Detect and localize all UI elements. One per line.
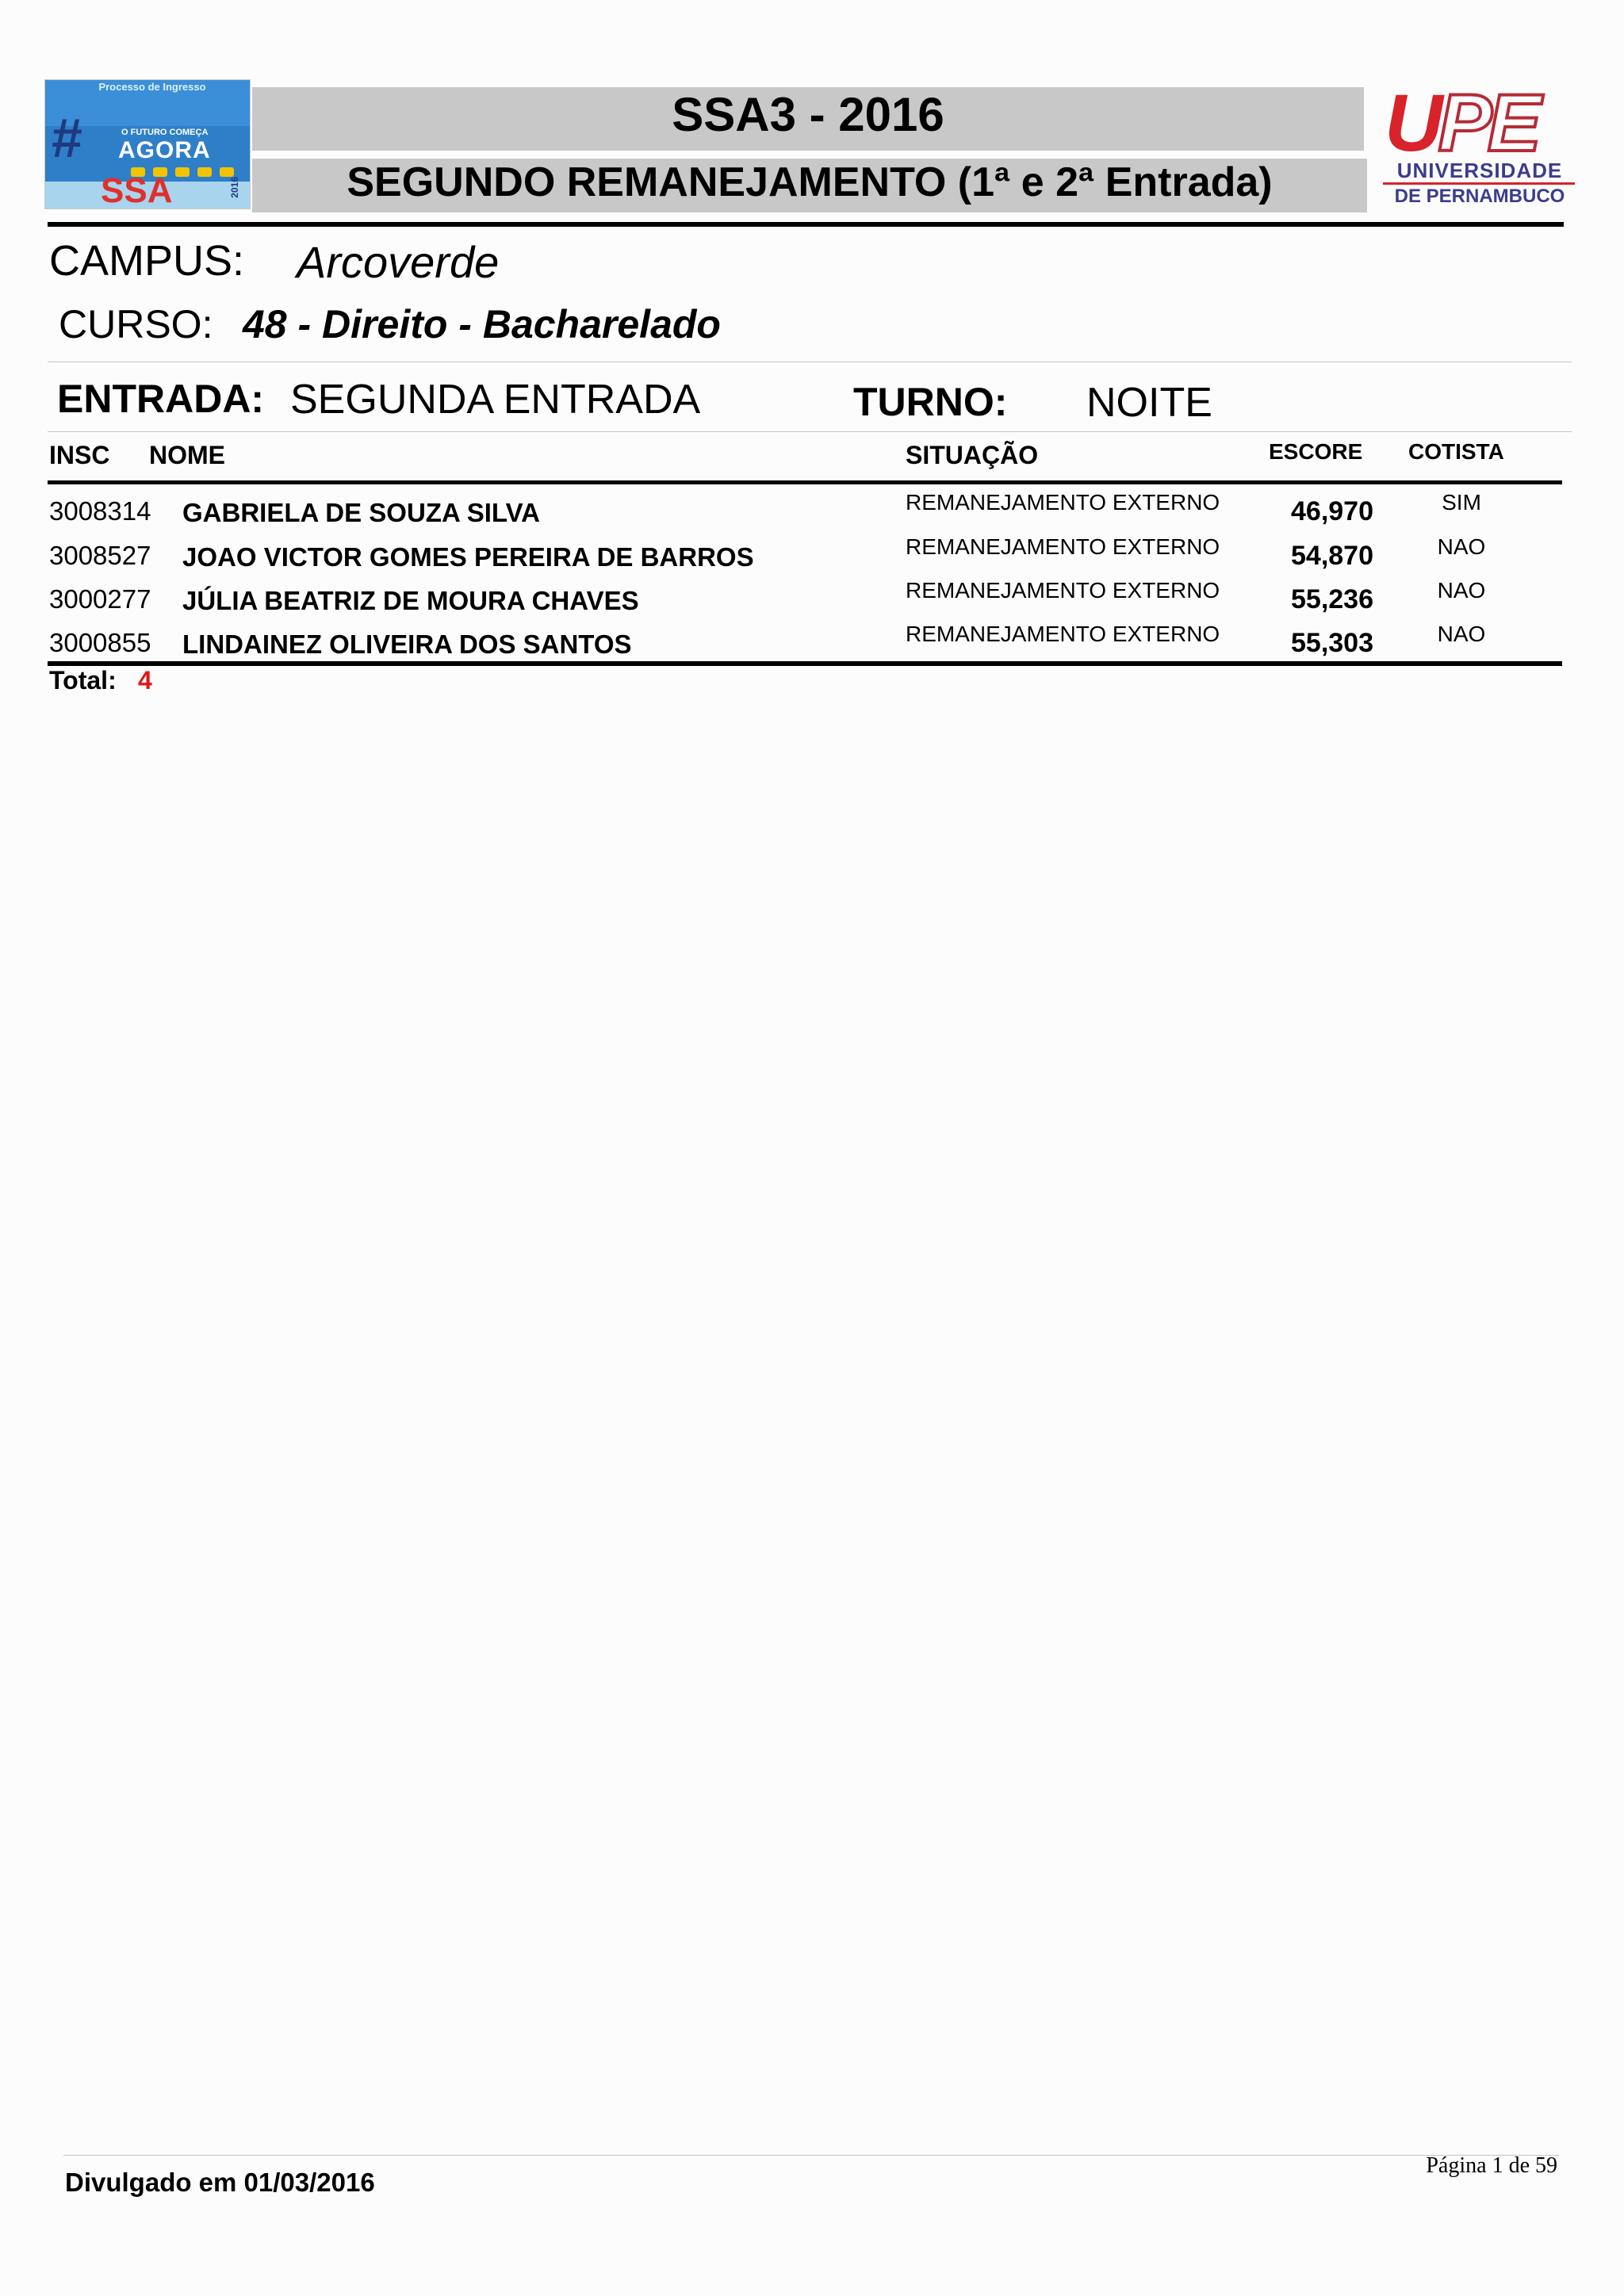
cell-insc: 3008314: [49, 496, 151, 526]
table-row: [0, 490, 1624, 534]
total-label: Total:: [49, 666, 117, 695]
campus-label: CAMPUS:: [49, 237, 245, 285]
cell-situacao: REMANEJAMENTO EXTERNO: [906, 622, 1220, 646]
cell-cotista: NAO: [1437, 622, 1486, 646]
logo-hashtag: #: [52, 107, 82, 169]
upe-logo-u: U: [1385, 78, 1438, 168]
upe-logo-line1: UNIVERSIDADE: [1396, 159, 1563, 182]
cell-situacao: REMANEJAMENTO EXTERNO: [906, 534, 1220, 559]
cell-escore: 55,236: [1291, 584, 1373, 614]
entrada-label: ENTRADA:: [57, 377, 265, 421]
column-header-insc: INSC: [49, 441, 110, 469]
cell-cotista: SIM: [1442, 490, 1481, 515]
column-header-nome: NOME: [149, 441, 225, 469]
upe-logo-pe: PE: [1438, 78, 1537, 168]
column-header-escore: ESCORE: [1269, 439, 1363, 464]
published-date: Divulgado em 01/03/2016: [65, 2168, 375, 2197]
logo-top-text: Processo de Ingresso: [98, 81, 206, 93]
logo-brand: SSA: [101, 171, 173, 209]
total-value: 4: [138, 666, 152, 695]
table-row: [0, 622, 1624, 666]
cell-situacao: REMANEJAMENTO EXTERNO: [906, 578, 1220, 603]
cell-cotista: NAO: [1437, 578, 1486, 603]
cell-escore: 54,870: [1291, 541, 1373, 571]
turno-value: NOITE: [1086, 380, 1212, 426]
cell-situacao: REMANEJAMENTO EXTERNO: [906, 490, 1220, 515]
page-title: SSA3 - 2016: [672, 88, 944, 141]
logo-tagline: O FUTURO COMEÇA: [121, 128, 209, 137]
ssa-2016-logo: [44, 79, 251, 209]
cell-insc: 3000277: [49, 584, 151, 614]
entrada-divider: [48, 431, 1572, 432]
cell-escore: 46,970: [1291, 496, 1373, 526]
cell-nome: GABRIELA DE SOUZA SILVA: [182, 498, 541, 527]
campus-value: Arcoverde: [297, 237, 500, 287]
footer-divider: [63, 2155, 1559, 2156]
table-end-rule: [48, 661, 1562, 666]
table-header-rule: [48, 480, 1562, 484]
column-header-situacao: SITUAÇÃO: [906, 441, 1039, 469]
cell-nome: JOAO VICTOR GOMES PEREIRA DE BARROS: [182, 542, 754, 572]
page-subtitle: SEGUNDO REMANEJAMENTO (1ª e 2ª Entrada): [347, 159, 1273, 205]
curso-label: CURSO:: [59, 302, 213, 346]
upe-logo-divider: [1383, 182, 1575, 185]
table-row: [0, 534, 1624, 579]
cell-nome: LINDAINEZ OLIVEIRA DOS SANTOS: [182, 629, 632, 659]
cell-insc: 3000855: [49, 628, 151, 657]
cell-insc: 3008527: [49, 541, 151, 570]
column-header-cotista: COTISTA: [1408, 439, 1504, 464]
curso-value: 48 - Direito - Bacharelado: [243, 302, 721, 346]
upe-logo-line2: DE PERNAMBUCO: [1394, 186, 1565, 207]
logo-word: AGORA: [118, 137, 211, 163]
table-row: [0, 578, 1624, 622]
entrada-value: SEGUNDA ENTRADA: [290, 377, 701, 423]
upe-logo: [1377, 79, 1578, 209]
cell-cotista: NAO: [1437, 534, 1486, 559]
header-divider: [48, 222, 1564, 227]
upe-logo-mark: [1385, 79, 1537, 166]
cell-escore: 55,303: [1291, 628, 1373, 658]
turno-label: TURNO:: [853, 380, 1008, 424]
logo-year: 2016: [229, 177, 240, 198]
page-number: Página 1 de 59: [1426, 2153, 1557, 2178]
cell-nome: JÚLIA BEATRIZ DE MOURA CHAVES: [182, 586, 639, 615]
